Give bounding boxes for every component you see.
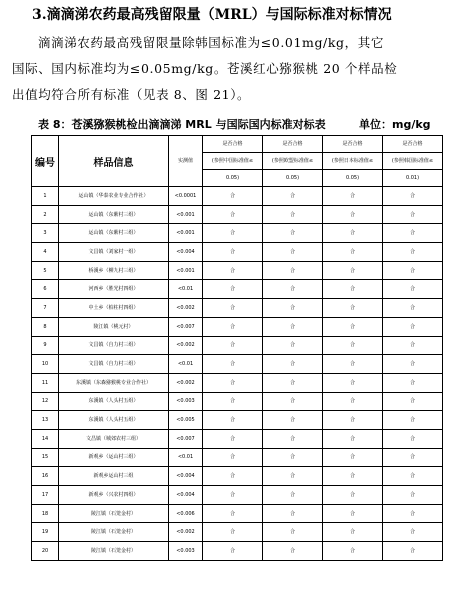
- cell-compliance-eu: 合: [263, 224, 323, 243]
- cell-compliance-japan: 合: [323, 317, 383, 336]
- cell-detected-value: <0.003: [169, 542, 203, 561]
- cell-compliance-china: 合: [203, 205, 263, 224]
- cell-compliance-china: 合: [203, 373, 263, 392]
- cell-sample-info: 陵江镇（石笼金村）: [59, 504, 169, 523]
- cell-compliance-eu: 合: [263, 373, 323, 392]
- table-row: [32, 411, 443, 430]
- header-standard-japan: [323, 136, 383, 187]
- cell-sample-info: 运山镇（东紫村三组）: [59, 224, 169, 243]
- header-std-label: 是否合格: [402, 141, 423, 147]
- table-row: [32, 448, 443, 467]
- mrl-comparison-table: [31, 135, 443, 561]
- cell-compliance-japan: 合: [323, 280, 383, 299]
- cell-detected-value: <0.007: [169, 317, 203, 336]
- table-row: [32, 486, 443, 505]
- cell-compliance-china: 合: [203, 448, 263, 467]
- header-sample: 样品信息: [59, 136, 169, 187]
- cell-compliance-japan: 合: [323, 467, 383, 486]
- table-row: [32, 224, 443, 243]
- cell-compliance-china: 合: [203, 261, 263, 280]
- cell-detected-value: <0.004: [169, 486, 203, 505]
- cell-sample-info: 东溪镇（人头村五组）: [59, 392, 169, 411]
- cell-compliance-korea: 合: [383, 373, 443, 392]
- cell-sample-info: 运山镇（华泰农业专业合作社）: [59, 187, 169, 206]
- cell-compliance-japan: 合: [323, 299, 383, 318]
- cell-compliance-japan: 合: [323, 187, 383, 206]
- cell-number: 9: [32, 336, 59, 355]
- cell-compliance-korea: 合: [383, 392, 443, 411]
- table-row: [32, 504, 443, 523]
- cell-number: 20: [32, 542, 59, 561]
- cell-compliance-eu: 合: [263, 542, 323, 561]
- paragraph-line: 国际、国内标准均为≤0.05mg/kg。苍溪红心猕猴桃 20 个样品检: [12, 61, 398, 76]
- cell-compliance-korea: 合: [383, 504, 443, 523]
- cell-number: 17: [32, 486, 59, 505]
- cell-number: 15: [32, 448, 59, 467]
- table-row: [32, 392, 443, 411]
- table-row: [32, 299, 443, 318]
- header-std-limit: 0.05): [323, 169, 382, 186]
- cell-compliance-japan: 合: [323, 373, 383, 392]
- cell-compliance-japan: 合: [323, 542, 383, 561]
- cell-number: 4: [32, 243, 59, 262]
- header-standard-china: [203, 136, 263, 187]
- cell-number: 13: [32, 411, 59, 430]
- cell-compliance-china: 合: [203, 411, 263, 430]
- cell-sample-info: 文昌镇（城郊农村三组）: [59, 429, 169, 448]
- cell-compliance-china: 合: [203, 392, 263, 411]
- cell-compliance-japan: 合: [323, 392, 383, 411]
- cell-compliance-korea: 合: [383, 355, 443, 374]
- cell-compliance-china: 合: [203, 467, 263, 486]
- cell-compliance-china: 合: [203, 280, 263, 299]
- cell-compliance-korea: 合: [383, 523, 443, 542]
- cell-detected-value: <0.01: [169, 355, 203, 374]
- cell-detected-value: <0.007: [169, 429, 203, 448]
- cell-compliance-korea: 合: [383, 243, 443, 262]
- table-row: [32, 373, 443, 392]
- cell-sample-info: 文昌镇（自力村三组）: [59, 336, 169, 355]
- header-no: 编号: [32, 136, 59, 187]
- cell-compliance-china: 合: [203, 243, 263, 262]
- header-std-label: 是否合格: [282, 141, 303, 147]
- cell-compliance-china: 合: [203, 336, 263, 355]
- table-caption: 表 8：苍溪猕猴桃检出滴滴涕 MRL 与国际国内标准对标表: [38, 118, 326, 131]
- cell-number: 14: [32, 429, 59, 448]
- cell-compliance-japan: 合: [323, 336, 383, 355]
- cell-compliance-korea: 合: [383, 299, 443, 318]
- cell-number: 5: [32, 261, 59, 280]
- cell-compliance-japan: 合: [323, 523, 383, 542]
- cell-sample-info: 运山镇（东紫村三组）: [59, 205, 169, 224]
- table-body: [32, 187, 443, 561]
- cell-detected-value: <0.005: [169, 411, 203, 430]
- cell-compliance-korea: 合: [383, 261, 443, 280]
- table-row: [32, 542, 443, 561]
- cell-sample-info: 东溪镇（东森猕猴桃专业合作社）: [59, 373, 169, 392]
- cell-compliance-japan: 合: [323, 355, 383, 374]
- cell-number: 11: [32, 373, 59, 392]
- table-row: [32, 187, 443, 206]
- table-row: [32, 355, 443, 374]
- cell-sample-info: 桥溪乡（柳九村三组）: [59, 261, 169, 280]
- cell-detected-value: <0.003: [169, 392, 203, 411]
- cell-number: 10: [32, 355, 59, 374]
- header-std-ref: (参照日本标准值≤: [323, 152, 382, 169]
- cell-detected-value: <0.002: [169, 336, 203, 355]
- cell-detected-value: <0.0001: [169, 187, 203, 206]
- cell-compliance-eu: 合: [263, 317, 323, 336]
- cell-compliance-korea: 合: [383, 542, 443, 561]
- cell-number: 16: [32, 467, 59, 486]
- table-row: [32, 243, 443, 262]
- cell-compliance-eu: 合: [263, 392, 323, 411]
- cell-compliance-eu: 合: [263, 355, 323, 374]
- table-header-row: [32, 136, 443, 187]
- cell-number: 19: [32, 523, 59, 542]
- cell-compliance-eu: 合: [263, 504, 323, 523]
- cell-number: 18: [32, 504, 59, 523]
- cell-compliance-korea: 合: [383, 448, 443, 467]
- cell-compliance-eu: 合: [263, 261, 323, 280]
- cell-detected-value: <0.002: [169, 523, 203, 542]
- body-paragraph: [12, 30, 468, 108]
- cell-compliance-japan: 合: [323, 205, 383, 224]
- cell-number: 7: [32, 299, 59, 318]
- section-title: 3.滴滴涕农药最高残留限量（MRL）与国际标准对标情况: [32, 7, 392, 23]
- cell-detected-value: <0.002: [169, 299, 203, 318]
- cell-compliance-japan: 合: [323, 486, 383, 505]
- header-std-label: 是否合格: [342, 141, 363, 147]
- cell-sample-info: 陵江镇（桃元村）: [59, 317, 169, 336]
- cell-compliance-korea: 合: [383, 411, 443, 430]
- cell-compliance-eu: 合: [263, 243, 323, 262]
- cell-compliance-eu: 合: [263, 205, 323, 224]
- cell-compliance-korea: 合: [383, 317, 443, 336]
- cell-compliance-korea: 合: [383, 467, 443, 486]
- header-std-label: 是否合格: [222, 141, 243, 147]
- cell-number: 3: [32, 224, 59, 243]
- cell-compliance-japan: 合: [323, 448, 383, 467]
- cell-compliance-eu: 合: [263, 448, 323, 467]
- table-row: [32, 429, 443, 448]
- header-standard-korea: [383, 136, 443, 187]
- cell-compliance-china: 合: [203, 429, 263, 448]
- cell-compliance-korea: 合: [383, 336, 443, 355]
- cell-compliance-japan: 合: [323, 243, 383, 262]
- cell-compliance-korea: 合: [383, 224, 443, 243]
- cell-compliance-korea: 合: [383, 187, 443, 206]
- cell-compliance-japan: 合: [323, 429, 383, 448]
- cell-compliance-china: 合: [203, 486, 263, 505]
- cell-compliance-eu: 合: [263, 336, 323, 355]
- table-row: [32, 205, 443, 224]
- cell-number: 6: [32, 280, 59, 299]
- cell-compliance-korea: 合: [383, 205, 443, 224]
- cell-compliance-china: 合: [203, 504, 263, 523]
- cell-compliance-china: 合: [203, 542, 263, 561]
- cell-detected-value: <0.001: [169, 205, 203, 224]
- cell-detected-value: <0.01: [169, 448, 203, 467]
- table-row: [32, 336, 443, 355]
- table-row: [32, 280, 443, 299]
- cell-compliance-japan: 合: [323, 411, 383, 430]
- cell-compliance-china: 合: [203, 187, 263, 206]
- paragraph-line: 出值均符合所有标准（见表 8、图 21）。: [12, 87, 251, 102]
- cell-sample-info: 东溪镇（人头村五组）: [59, 411, 169, 430]
- cell-sample-info: 新观乡（兴农村四组）: [59, 486, 169, 505]
- cell-compliance-korea: 合: [383, 429, 443, 448]
- header-std-limit: 0.01): [383, 169, 442, 186]
- header-standard-eu: [263, 136, 323, 187]
- cell-compliance-eu: 合: [263, 467, 323, 486]
- cell-compliance-eu: 合: [263, 429, 323, 448]
- cell-number: 1: [32, 187, 59, 206]
- cell-detected-value: <0.004: [169, 243, 203, 262]
- table-caption-row: [38, 118, 458, 132]
- cell-compliance-eu: 合: [263, 523, 323, 542]
- cell-compliance-japan: 合: [323, 504, 383, 523]
- cell-sample-info: 新观乡（运山村三组）: [59, 448, 169, 467]
- table-row: [32, 261, 443, 280]
- table-row: [32, 467, 443, 486]
- cell-compliance-eu: 合: [263, 486, 323, 505]
- cell-compliance-korea: 合: [383, 486, 443, 505]
- cell-sample-info: 河西乡（胜光村四组）: [59, 280, 169, 299]
- cell-number: 2: [32, 205, 59, 224]
- cell-compliance-china: 合: [203, 355, 263, 374]
- cell-detected-value: <0.001: [169, 224, 203, 243]
- cell-detected-value: <0.006: [169, 504, 203, 523]
- header-detected: 实测值: [169, 136, 203, 187]
- cell-sample-info: 文昌镇（自力村三组）: [59, 355, 169, 374]
- cell-compliance-china: 合: [203, 299, 263, 318]
- header-std-limit: 0.05): [263, 169, 322, 186]
- cell-sample-info: 文昌镇（刘家村一组）: [59, 243, 169, 262]
- table-row: [32, 317, 443, 336]
- cell-compliance-china: 合: [203, 523, 263, 542]
- cell-compliance-eu: 合: [263, 299, 323, 318]
- cell-number: 12: [32, 392, 59, 411]
- cell-compliance-china: 合: [203, 224, 263, 243]
- cell-detected-value: <0.001: [169, 261, 203, 280]
- cell-detected-value: <0.002: [169, 373, 203, 392]
- cell-number: 8: [32, 317, 59, 336]
- cell-compliance-japan: 合: [323, 224, 383, 243]
- header-std-ref: (参照欧盟标准值≤: [263, 152, 322, 169]
- cell-sample-info: 中土乡（柏柱村四组）: [59, 299, 169, 318]
- paragraph-line: 滴滴涕农药最高残留限量除韩国标准为≤0.01mg/kg，其它: [38, 35, 384, 50]
- header-std-ref: (参照韩国标准值≤: [383, 152, 442, 169]
- cell-compliance-china: 合: [203, 317, 263, 336]
- cell-sample-info: 陵江镇（石笼金村）: [59, 542, 169, 561]
- cell-sample-info: 新观乡运山村三组: [59, 467, 169, 486]
- cell-sample-info: 陵江镇（石笼金村）: [59, 523, 169, 542]
- cell-compliance-eu: 合: [263, 411, 323, 430]
- cell-compliance-japan: 合: [323, 261, 383, 280]
- header-std-limit: 0.05): [203, 169, 262, 186]
- header-std-ref: (参照中国标准值≤: [203, 152, 262, 169]
- cell-detected-value: <0.01: [169, 280, 203, 299]
- cell-detected-value: <0.004: [169, 467, 203, 486]
- cell-compliance-eu: 合: [263, 187, 323, 206]
- cell-compliance-korea: 合: [383, 280, 443, 299]
- table-row: [32, 523, 443, 542]
- cell-compliance-eu: 合: [263, 280, 323, 299]
- table-unit: 单位：mg/kg: [359, 118, 431, 131]
